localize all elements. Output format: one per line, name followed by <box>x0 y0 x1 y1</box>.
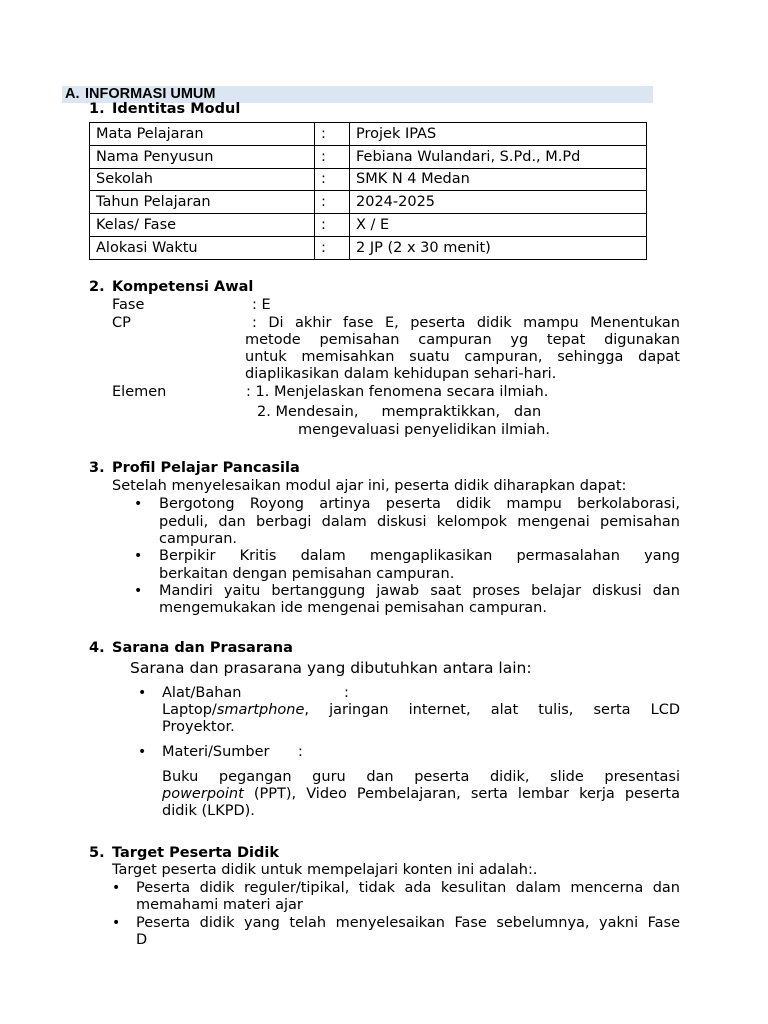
alat-label: Alat/Bahan <box>162 685 242 701</box>
elemen-item: : 1. Menjelaskan fenomena secara ilmiah. <box>246 384 549 400</box>
heading-text: Sarana dan Prasarana <box>112 640 293 656</box>
list-item-line: mengemukakan ide mengenai pemisahan campuran. <box>159 600 547 616</box>
alat-text-line: Proyektor. <box>162 719 235 735</box>
row-label: Mata Pelajaran <box>90 123 315 146</box>
alat-text-line: Laptop/smartphone, jaringan internet, alat tulis, serta LCD <box>162 702 680 718</box>
heading-number: 5. <box>89 845 105 861</box>
list-item-line: Bergotong Royong artinya peserta didik mampu berkolaborasi, <box>159 496 680 512</box>
row-label: Sekolah <box>90 168 315 191</box>
heading-profil-pelajar <box>89 460 389 477</box>
cp-text-line: metode pemisahan campuran yg tepat digunakan <box>245 332 680 348</box>
list-item-line: campuran. <box>159 531 238 547</box>
table-row <box>90 214 647 237</box>
materi-text-line: Buku pegangan guru dan peserta didik, slide presentasi <box>162 769 680 785</box>
heading-number: 1. <box>89 101 105 117</box>
bullet-icon: • <box>112 915 121 931</box>
cp-text-line: diaplikasikan dalam kehidupan sehari-hari. <box>245 366 557 382</box>
section-letter: A. <box>65 86 80 102</box>
materi-text-line: powerpoint (PPT), Video Pembelajaran, serta lembar kerja peserta <box>162 786 680 802</box>
elemen-label: Elemen <box>112 384 167 400</box>
row-value: Febiana Wulandari, S.Pd., M.Pd <box>350 145 647 168</box>
heading-number: 3. <box>89 460 105 476</box>
fase-label: Fase <box>112 297 145 313</box>
row-label: Kelas/ Fase <box>90 214 315 237</box>
fase-value: : E <box>252 297 271 313</box>
elemen-item: 2. Mendesain, mempraktikkan, dan <box>257 404 542 420</box>
cp-label: CP <box>112 315 131 331</box>
list-item-line: Peserta didik reguler/tipikal, tidak ada kesulitan dalam mencerna dan <box>136 880 680 896</box>
section-title: INFORMASI UMUM <box>85 86 216 102</box>
row-separator: : <box>315 168 350 191</box>
list-item-line: Mandiri yaitu bertanggung jawab saat proses belajar diskusi dan <box>159 583 680 599</box>
target-intro: Target peserta didik untuk mempelajari konten ini adalah:. <box>112 862 538 878</box>
heading-target-peserta <box>89 845 389 862</box>
heading-text: Kompetensi Awal <box>112 279 254 295</box>
heading-text: Identitas Modul <box>112 101 241 117</box>
bullet-icon: • <box>134 548 143 564</box>
row-separator: : <box>315 145 350 168</box>
bullet-icon: • <box>134 496 143 512</box>
bullet-icon: • <box>138 685 147 701</box>
heading-number: 2. <box>89 279 105 295</box>
list-item-line: peduli, dan berbagi dalam diskusi kelompok mengenai pemisahan <box>159 514 680 530</box>
bullet-icon: • <box>138 744 147 760</box>
bullet-icon: • <box>134 583 143 599</box>
row-label: Alokasi Waktu <box>90 236 315 259</box>
row-value: X / E <box>350 214 647 237</box>
sarana-intro: Sarana dan prasarana yang dibutuhkan antara lain: <box>130 659 532 677</box>
alat-separator: : <box>344 685 349 701</box>
list-item-line: Berpikir Kritis dalam mengaplikasikan permasalahan yang <box>159 548 680 564</box>
row-separator: : <box>315 214 350 237</box>
heading-text: Target Peserta Didik <box>112 845 279 861</box>
row-value: 2024-2025 <box>350 191 647 214</box>
cp-text-line: untuk memisahkan suatu campuran, sehingga dapat <box>245 349 680 365</box>
profil-intro: Setelah menyelesaikan modul ajar ini, peserta didik diharapkan dapat: <box>112 478 627 494</box>
table-row <box>90 145 647 168</box>
row-label: Tahun Pelajaran <box>90 191 315 214</box>
row-label: Nama Penyusun <box>90 145 315 168</box>
cp-text-line: : Di akhir fase E, peserta didik mampu Menentukan <box>252 315 680 331</box>
row-separator: : <box>315 123 350 146</box>
heading-text: Profil Pelajar Pancasila <box>112 460 300 476</box>
identity-table <box>89 122 647 260</box>
table-row <box>90 168 647 191</box>
row-value: Projek IPAS <box>350 123 647 146</box>
heading-number: 4. <box>89 640 105 656</box>
heading-kompetensi-awal <box>89 279 389 296</box>
materi-text-line: didik (LKPD). <box>162 803 255 819</box>
table-row <box>90 236 647 259</box>
list-item-line: memahami materi ajar <box>136 897 303 913</box>
row-separator: : <box>315 236 350 259</box>
row-separator: : <box>315 191 350 214</box>
elemen-item-cont: mengevaluasi penyelidikan ilmiah. <box>298 422 550 438</box>
list-item-line: D <box>136 932 148 948</box>
bullet-icon: • <box>112 880 121 896</box>
list-item-line: berkaitan dengan pemisahan campuran. <box>159 566 455 582</box>
row-value: 2 JP (2 x 30 menit) <box>350 236 647 259</box>
table-row <box>90 123 647 146</box>
materi-separator: : <box>298 744 303 760</box>
row-value: SMK N 4 Medan <box>350 168 647 191</box>
materi-label: Materi/Sumber <box>162 744 270 760</box>
heading-sarana-prasarana <box>89 640 389 657</box>
heading-identitas-modul <box>89 101 389 118</box>
list-item-line: Peserta didik yang telah menyelesaikan Fase sebelumnya, yakni Fase <box>136 915 680 931</box>
table-row <box>90 191 647 214</box>
